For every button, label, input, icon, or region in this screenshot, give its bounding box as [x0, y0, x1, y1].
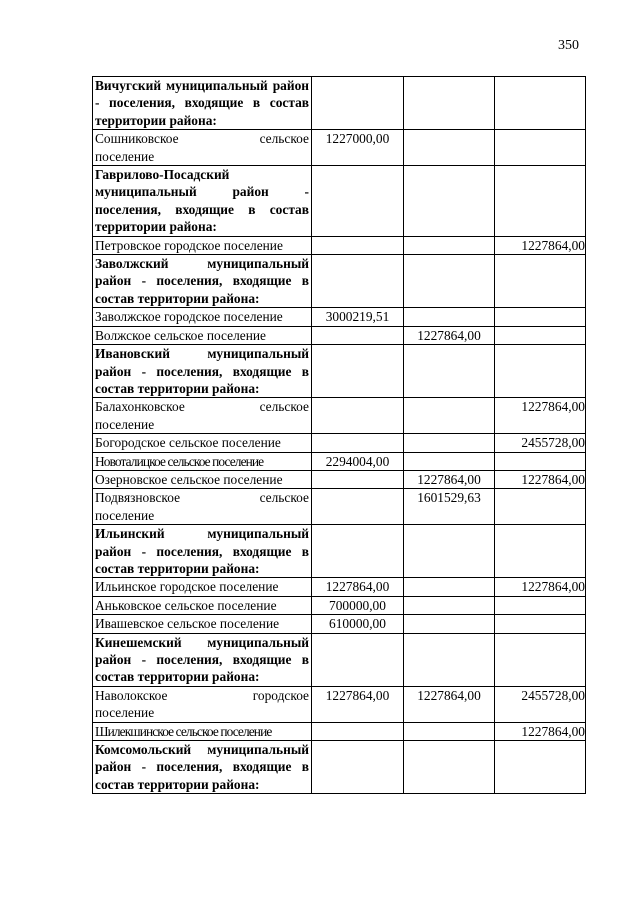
- amount-col1: 2294004,00: [312, 452, 404, 470]
- district-name: Ивановский муниципальный район - поселения, входящие в состав территории района:: [93, 345, 312, 398]
- amount-col3: [495, 308, 586, 326]
- amount-col3: [495, 741, 586, 794]
- word-2: сельское: [259, 131, 309, 147]
- amount-col1: 1227000,00: [312, 130, 404, 166]
- amount-col1: 1227864,00: [312, 686, 404, 722]
- district-header-row: [93, 255, 586, 308]
- district-header-row: [93, 525, 586, 578]
- settlement-name: Ивашевское сельское поселение: [93, 615, 312, 633]
- amount-col3: [495, 633, 586, 686]
- amount-col2: [404, 633, 495, 686]
- word-2: городское: [252, 687, 309, 703]
- amount-col3: [495, 525, 586, 578]
- district-header-row: [93, 77, 586, 130]
- settlement-row: [93, 130, 586, 166]
- amount-col1: 1227864,00: [312, 578, 404, 596]
- settlement-row: [93, 398, 586, 434]
- settlement-name-line2: поселение: [95, 148, 155, 164]
- settlement-row: [93, 686, 586, 722]
- amount-col2: [404, 166, 495, 237]
- district-name: Гаврилово-Посадский муниципальный район - поселения, входящие в состав территории района:: [93, 166, 312, 237]
- settlement-name: Шилекшинское сельское поселение: [93, 722, 312, 740]
- amount-col2: 1227864,00: [404, 686, 495, 722]
- amount-col2: [404, 525, 495, 578]
- settlement-name: Озерновское сельское поселение: [93, 470, 312, 488]
- settlement-name: Заволжское городское поселение: [93, 308, 312, 326]
- amount-col3: [495, 255, 586, 308]
- amount-col3: [495, 77, 586, 130]
- amount-col1: [312, 633, 404, 686]
- amount-col1: [312, 470, 404, 488]
- amount-col1: [312, 345, 404, 398]
- amount-col3: 1227864,00: [495, 236, 586, 254]
- amount-col2: [404, 130, 495, 166]
- settlement-row: [93, 489, 586, 525]
- settlement-row: [93, 470, 586, 488]
- amount-col2: [404, 741, 495, 794]
- amount-col2: [404, 615, 495, 633]
- settlement-name: Новоталицкое сельское поселение: [93, 452, 312, 470]
- amount-col1: 700000,00: [312, 596, 404, 614]
- amount-col2: [404, 452, 495, 470]
- settlement-name: Аньковское сельское поселение: [93, 596, 312, 614]
- settlement-row: [93, 722, 586, 740]
- settlement-row: [93, 308, 586, 326]
- amount-col2: [404, 308, 495, 326]
- settlement-row: [93, 615, 586, 633]
- amount-col1: [312, 398, 404, 434]
- amount-col2: 1227864,00: [404, 470, 495, 488]
- district-header-row: [93, 741, 586, 794]
- amount-col2: [404, 722, 495, 740]
- subsidy-table: [92, 76, 586, 794]
- district-header-row: [93, 166, 586, 237]
- amount-col1: 610000,00: [312, 615, 404, 633]
- settlement-name-line2: поселение: [95, 705, 155, 721]
- amount-col3: 1227864,00: [495, 578, 586, 596]
- amount-col2: [404, 398, 495, 434]
- amount-col3: [495, 489, 586, 525]
- amount-col3: 1227864,00: [495, 722, 586, 740]
- amount-col1: [312, 489, 404, 525]
- settlement-row: [93, 596, 586, 614]
- district-name: Ильинский муниципальный район - поселения, входящие в состав территории района:: [93, 525, 312, 578]
- settlement-row: [93, 452, 586, 470]
- word-1: Подвязновское: [95, 490, 181, 506]
- amount-col3: [495, 615, 586, 633]
- amount-col1: [312, 77, 404, 130]
- word-1: Балахонковское: [95, 399, 185, 415]
- amount-col1: [312, 434, 404, 452]
- amount-col3: [495, 596, 586, 614]
- district-name: Комсомольский муниципальный район - поселения, входящие в состав территории района:: [93, 741, 312, 794]
- settlement-name: Богородское сельское поселение: [93, 434, 312, 452]
- settlement-name: Ильинское городское поселение: [93, 578, 312, 596]
- amount-col3: 1227864,00: [495, 398, 586, 434]
- amount-col2: [404, 345, 495, 398]
- amount-col1: [312, 741, 404, 794]
- amount-col3: [495, 326, 586, 344]
- amount-col1: [312, 525, 404, 578]
- amount-col2: [404, 77, 495, 130]
- settlement-name-line1: [95, 398, 309, 415]
- amount-col1: [312, 236, 404, 254]
- amount-col1: [312, 722, 404, 740]
- amount-col1: [312, 326, 404, 344]
- settlement-name-line1: [95, 130, 309, 147]
- amount-col3: [495, 452, 586, 470]
- amount-col2: [404, 578, 495, 596]
- amount-col1: 3000219,51: [312, 308, 404, 326]
- amount-col2: [404, 255, 495, 308]
- amount-col2: 1601529,63: [404, 489, 495, 525]
- district-name: Вичугский муниципальный район - поселения, входящие в состав территории района:: [93, 77, 312, 130]
- amount-col1: [312, 255, 404, 308]
- amount-col3: 1227864,00: [495, 470, 586, 488]
- amount-col3: 2455728,00: [495, 434, 586, 452]
- district-name: Заволжский муниципальный район - поселения, входящие в состав территории района:: [93, 255, 312, 308]
- settlement-row: [93, 434, 586, 452]
- district-header-row: [93, 345, 586, 398]
- amount-col1: [312, 166, 404, 237]
- district-header-row: [93, 633, 586, 686]
- settlement-name-line2: поселение: [95, 416, 155, 432]
- word-2: сельское: [259, 490, 309, 506]
- amount-col2: 1227864,00: [404, 326, 495, 344]
- amount-col2: [404, 434, 495, 452]
- settlement-name-line1: [95, 489, 309, 506]
- settlement-row: [93, 236, 586, 254]
- word-2: сельское: [259, 399, 309, 415]
- settlement-name: Волжское сельское поселение: [93, 326, 312, 344]
- amount-col3: [495, 345, 586, 398]
- district-name: Кинешемский муниципальный район - поселения, входящие в состав территории района:: [93, 633, 312, 686]
- settlement-row: [93, 326, 586, 344]
- settlement-name-line1: [95, 687, 309, 704]
- settlement-row: [93, 578, 586, 596]
- settlement-name-line2: поселение: [95, 507, 155, 523]
- word-1: Сошниковское: [95, 131, 179, 147]
- amount-col3: [495, 166, 586, 237]
- amount-col2: [404, 596, 495, 614]
- page-number: 350: [558, 38, 579, 53]
- word-1: Наволокское: [95, 687, 168, 703]
- amount-col3: [495, 130, 586, 166]
- amount-col2: [404, 236, 495, 254]
- settlement-name: Петровское городское поселение: [93, 236, 312, 254]
- amount-col3: 2455728,00: [495, 686, 586, 722]
